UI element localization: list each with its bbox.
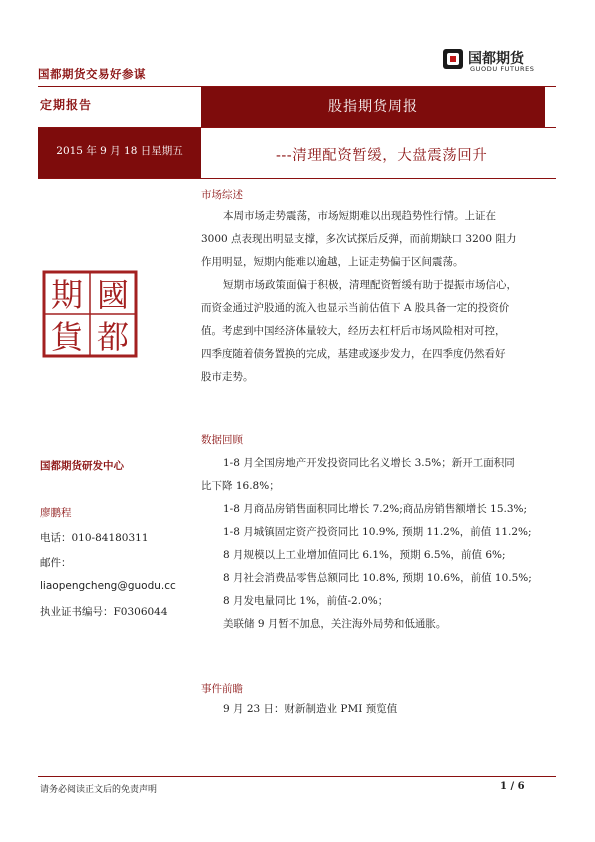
- disclaimer-note: 请务必阅读正文后的免责声明: [40, 785, 158, 795]
- data-review-title: 数据回顾: [201, 434, 243, 446]
- report-type-label: 定期报告: [40, 98, 93, 112]
- paragraph-line: 而资金通过沪股通的流入也显示当前估值下 A 股具备一定的投资价: [201, 302, 510, 314]
- page-number: 1 / 6: [500, 781, 525, 792]
- analyst-phone: 电话：010-84180311: [40, 532, 149, 544]
- market-overview-title: 市场综述: [201, 189, 243, 201]
- paragraph-line: 短期市场政策面偏于积极，清理配资暂缓有助于提振市场信心，: [223, 279, 517, 291]
- seal-char: 貨: [50, 318, 84, 356]
- seal-char: 都: [96, 318, 130, 356]
- email-label: 邮件：: [40, 557, 72, 569]
- report-title: 股指期货周报: [328, 99, 418, 115]
- paragraph-line: 值。考虑到中国经济体量较大，经历去杠杆后市场风险相对可控，: [201, 325, 506, 337]
- paragraph-line: 8 月规模以上工业增加值同比 6.1%，预期 6.5%，前值 6%;: [223, 549, 506, 561]
- logo-text-en: GUODU FUTURES: [470, 65, 535, 73]
- paragraph-line: 四季度随着债务置换的完成，基建或逐步发力，在四季度仍然看好: [201, 348, 506, 360]
- analyst-email[interactable]: liaopengcheng@guodu.cc: [40, 580, 176, 592]
- seal-char: 國: [96, 276, 130, 314]
- paragraph-line: 美联储 9 月暂不加息，关注海外局势和低通胀。: [223, 618, 447, 630]
- research-dept: 国都期货研发中心: [40, 460, 124, 472]
- seal-char: 期: [50, 276, 84, 314]
- paragraph-line: 3000 点表现出明显支撑，多次试探后反弹，而前期缺口 3200 阻力: [201, 233, 517, 245]
- logo-mark-icon: [442, 48, 464, 70]
- paragraph-line: 1-8 月城镇固定资产投资同比 10.9%, 预期 11.2%，前值 11.2%;: [223, 526, 532, 538]
- license-number: 执业证书编号：F0306044: [40, 606, 168, 618]
- paragraph-line: 9 月 23 日：财新制造业 PMI 预览值: [223, 703, 398, 715]
- event-preview-body: [201, 698, 553, 721]
- market-overview-body: [201, 205, 553, 389]
- subtitle-divider: [38, 178, 556, 179]
- company-seal-stamp: [40, 268, 140, 360]
- paragraph-line: 比下降 16.8%；: [201, 480, 280, 492]
- logo-text-cn: 国都期货: [468, 51, 524, 67]
- paragraph-line: 股市走势。: [201, 371, 254, 383]
- event-preview-title: 事件前瞻: [201, 683, 243, 695]
- analyst-name: 廖鹏程: [40, 507, 72, 519]
- report-subtitle: ---清理配资暂缓，大盘震荡回升: [276, 148, 488, 164]
- footer-divider: [38, 776, 556, 777]
- company-logo: [442, 48, 554, 72]
- paragraph-line: 本周市场走势震荡，市场短期难以出现趋势性行情。上证在: [223, 210, 496, 222]
- header-tagline: 国都期货交易好参谋: [38, 67, 146, 81]
- paragraph-line: 8 月发电量同比 1%，前值-2.0%；: [223, 595, 389, 607]
- data-review-body: [201, 452, 553, 636]
- paragraph-line: 8 月社会消费品零售总额同比 10.8%, 预期 10.6%，前值 10.5%;: [223, 572, 532, 584]
- paragraph-line: 1-8 月商品房销售面积同比增长 7.2%;商品房销售额增长 15.3%;: [223, 503, 528, 515]
- report-date: 2015 年 9 月 18 日星期五: [56, 145, 183, 157]
- paragraph-line: 1-8 月全国房地产开发投资同比名义增长 3.5%；新开工面积同: [223, 457, 515, 469]
- paragraph-line: 作用明显，短期内能难以逾越，上证走势偏于区间震荡。: [201, 256, 464, 268]
